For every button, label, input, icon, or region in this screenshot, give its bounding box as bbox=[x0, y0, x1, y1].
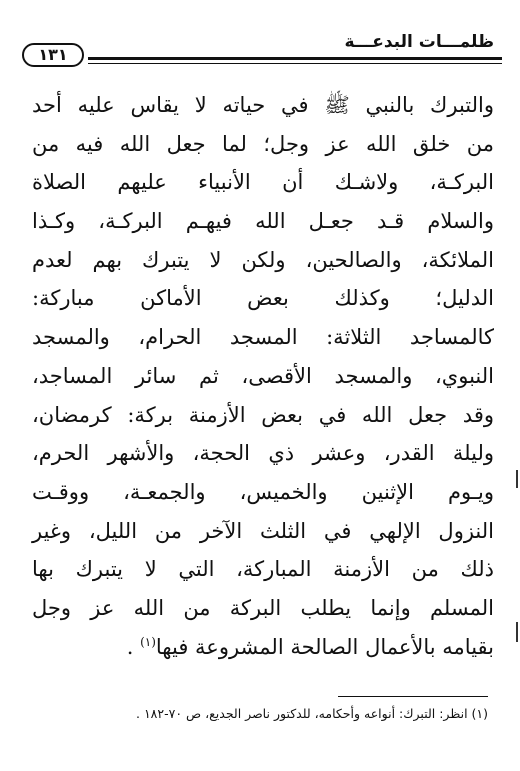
page-edge-mark bbox=[516, 622, 518, 642]
text-line: والسلام قـد جعـل الله فيهـم البركـة، وكـذا bbox=[32, 209, 494, 234]
text-line: ذلك من الأزمنة المباركة، التي لا يتبرك بها bbox=[32, 557, 494, 582]
header-rule-thin bbox=[88, 63, 502, 64]
running-title: ظلمـــات البدعـــة bbox=[344, 32, 494, 52]
text-line: من خلق الله عز وجل؛ لما جعل الله فيه من bbox=[32, 131, 494, 156]
text-line: المسلم وإنما يطلب البركة من الله عز وجل bbox=[32, 595, 494, 620]
text-line: وليلة القدر، وعشر ذي الحجة، والأشهر الحرم، bbox=[32, 441, 494, 466]
text-line: والتبرك بالنبي ﷺ في حياته لا يقاس عليه أحد bbox=[32, 93, 494, 117]
text-line-last bbox=[32, 628, 494, 667]
body-text bbox=[32, 86, 494, 666]
text-line: البركـة، ولاشـك أن الأنبياء عليهم الصلاة bbox=[32, 170, 494, 195]
text-line: النبوي، والمسجد الأقصى، ثم سائر المساجد، bbox=[32, 363, 494, 388]
text-line: وقد جعل الله في بعض الأزمنة بركة: كرمضان، bbox=[32, 402, 494, 427]
footnote: (١) انظر: التبرك: أنواعه وأحكامه، للدكتور ناصر الجديع، ص ٧٠-١٨٢ . bbox=[136, 706, 488, 721]
header-rule bbox=[88, 57, 502, 60]
final-period: . bbox=[126, 634, 141, 659]
footnote-reference: (١) bbox=[140, 634, 156, 649]
text-line: الدليل؛ وكذلك بعض الأماكن مباركة: bbox=[32, 286, 494, 311]
text-line: كالمساجد الثلاثة: المسجد الحرام، والمسجد bbox=[32, 325, 494, 350]
text-line: ويـوم الإثنين والخميس، والجمعـة، ووقـت bbox=[32, 479, 494, 504]
text-line: النزول الإلهي في الثلث الآخر من الليل، وغير bbox=[32, 518, 494, 543]
page-number: ١٣١ bbox=[22, 43, 84, 67]
text-line-last-content: بقيامه بالأعمال الصالحة المشروعة فيها bbox=[155, 634, 494, 659]
page-edge-mark bbox=[516, 470, 518, 488]
footnote-separator bbox=[338, 696, 488, 697]
running-header bbox=[16, 30, 506, 70]
text-line: الملائكة، والصالحين، ولكن لا يتبرك بهم لعدم bbox=[32, 247, 494, 272]
